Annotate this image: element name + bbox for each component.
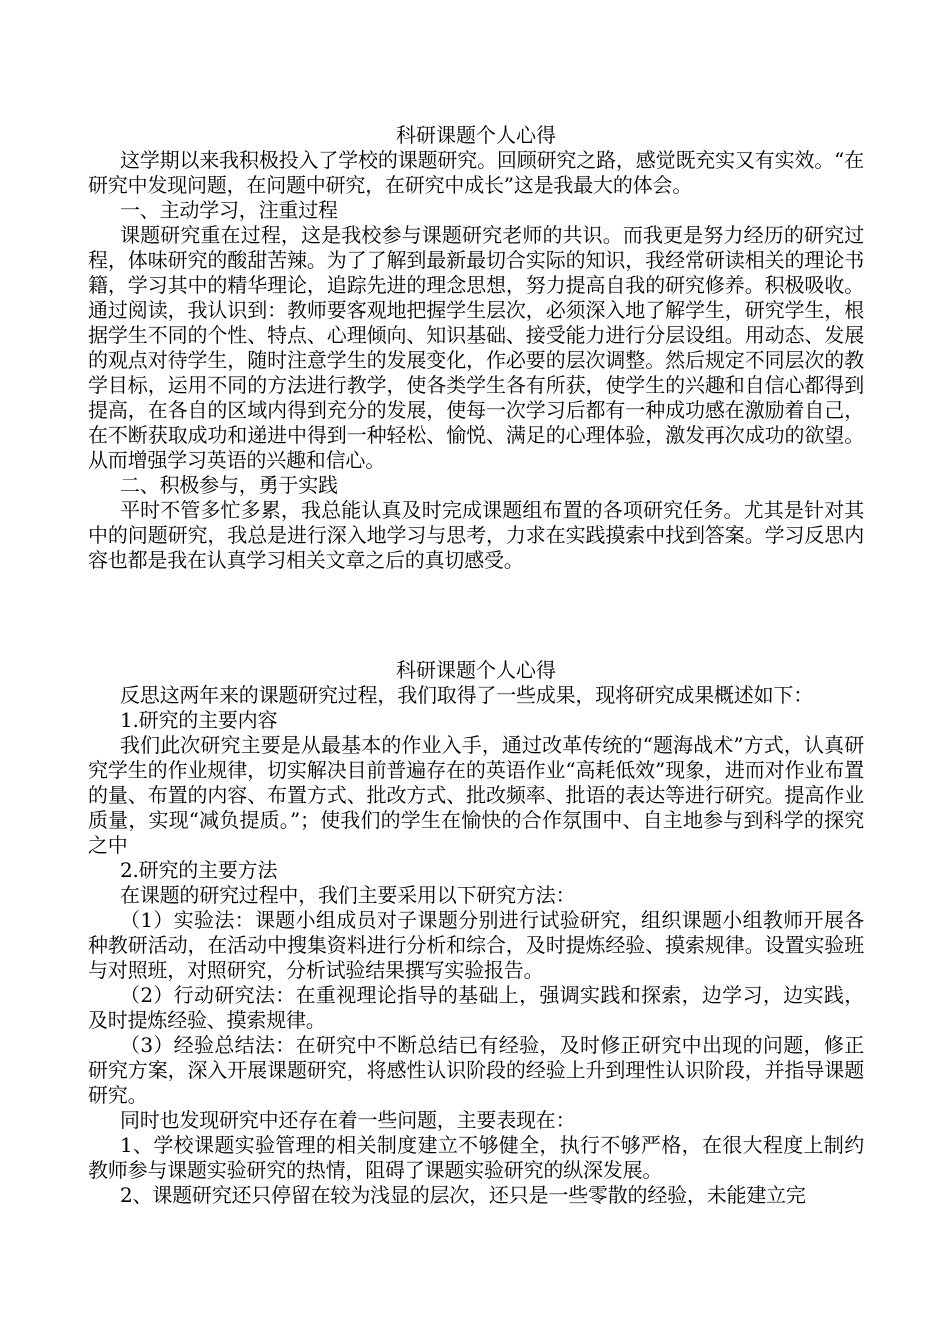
document-page	[88, 122, 864, 1208]
paragraph-method-experience: （3）经验总结法：在研究中不断总结已有经验，及时修正研究中出现的问题，修正研究方案，深入开展课题研究，将感性认识阶段的经验上升到理性认识阶段，并指导课题研究。	[88, 1033, 864, 1107]
paragraph-main-content: 我们此次研究主要是从最基本的作业入手，通过改革传统的“题海战术”方式，认真研究学生的作业规律，切实解决目前普遍存在的英语作业“高耗低效”现象，进而对作业布置的量、布置的内容、布置方式、批改方式、批改频率、批语的表达等进行研究。提高作业质量，实现“减负提质。”；使我们的学生在愉快的合作氛围中、自主地参与到科学的探究之中	[88, 733, 864, 857]
section-reflection-1	[88, 122, 864, 573]
section-title: 科研课题个人心得	[396, 658, 556, 682]
paragraph-problem-2: 2、课题研究还只停留在较为浅显的层次，还只是一些零散的经验，未能建立完	[120, 1183, 806, 1207]
heading-main-content: 1.研究的主要内容	[120, 708, 278, 732]
heading-main-methods: 2.研究的主要方法	[120, 858, 278, 882]
paragraph-problem-1: 1、学校课题实验管理的相关制度建立不够健全，执行不够严格，在很大程度上制约教师参与课题实验研究的热情，阻碍了课题实验研究的纵深发展。	[88, 1133, 864, 1182]
paragraph-method-experiment: （1）实验法：课题小组成员对子课题分别进行试验研究，组织课题小组教师开展各种教研活动，在活动中搜集资料进行分析和综合，及时提炼经验、摸索规律。设置实验班与对照班，对照研究，分析试验结果撰写实验报告。	[88, 908, 864, 982]
section-reflection-2	[88, 657, 864, 1208]
paragraph-process: 课题研究重在过程，这是我校参与课题研究老师的共识。而我更是努力经历的研究过程，体味研究的酸甜苦辣。为了了解到最新最切合实际的知识，我经常研读相关的理论书籍，学习其中的精华理论，追踪先进的理念思想，努力提高自我的研究修养。积极吸收。通过阅读，我认识到：教师要客观地把握学生层次，必须深入地了解学生，研究学生，根据学生不同的个性、特点、心理倾向、知识基础、接受能力进行分层设组。用动态、发展的观点对待学生，随时注意学生的发展变化，作必要的层次调整。然后规定不同层次的教学目标，运用不同的方法进行教学，使各类学生各有所获，使学生的兴趣和自信心都得到提高，在各自的区域内得到充分的发展，使每一次学习后都有一种成功感在激励着自己，在不断获取成功和递进中得到一种轻松、愉悦、满足的心理体验，激发再次成功的欲望。从而增强学习英语的兴趣和信心。	[88, 223, 864, 472]
paragraph-intro: 这学期以来我积极投入了学校的课题研究。回顾研究之路，感觉既充实又有实效。“在研究中发现问题，在问题中研究，在研究中成长”这是我最大的体会。	[88, 148, 864, 197]
paragraph-practice: 平时不管多忙多累，我总能认真及时完成课题组布置的各项研究任务。尤其是针对其中的问题研究，我总是进行深入地学习与思考，力求在实践摸索中找到答案。学习反思内容也都是我在认真学习相关文章之后的真切感受。	[88, 498, 864, 572]
section-title: 科研课题个人心得	[396, 123, 556, 147]
paragraph-method-action-research: （2）行动研究法：在重视理论指导的基础上，强调实践和探索，边学习，边实践，及时提炼经验、摸索规律。	[88, 983, 864, 1032]
paragraph-methods-intro: 在课题的研究过程中，我们主要采用以下研究方法：	[120, 883, 576, 907]
heading-participation: 二、积极参与，勇于实践	[120, 473, 338, 497]
heading-active-learning: 一、主动学习，注重过程	[120, 198, 338, 222]
paragraph-summary: 反思这两年来的课题研究过程，我们取得了一些成果，现将研究成果概述如下：	[120, 683, 813, 707]
section-spacer	[88, 573, 864, 657]
paragraph-problems-intro: 同时也发现研究中还存在着一些问题，主要表现在：	[120, 1108, 576, 1132]
